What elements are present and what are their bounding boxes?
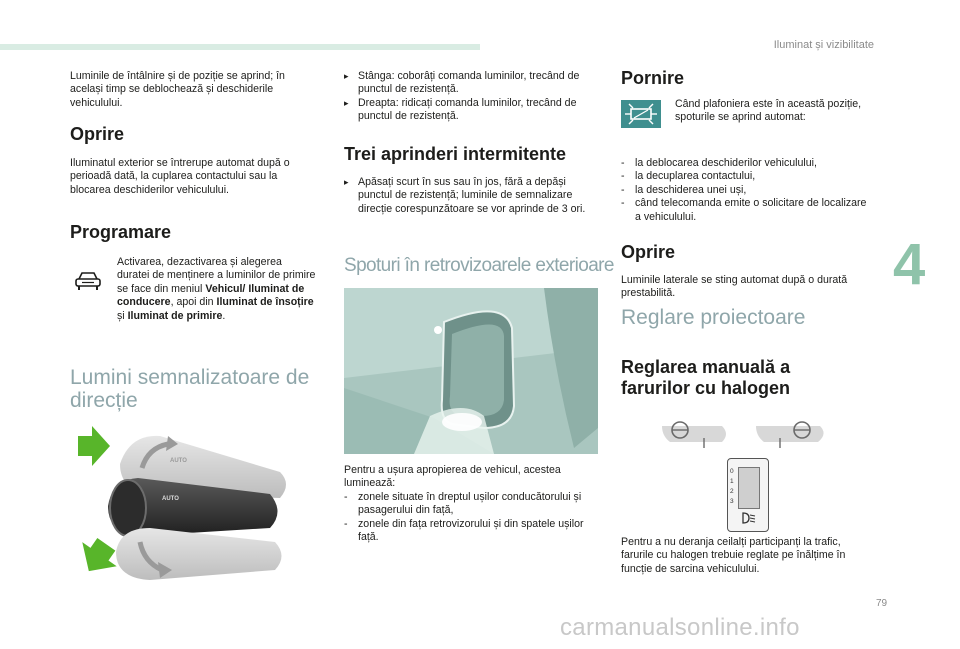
dome-light-icon: [621, 100, 661, 128]
turn-signal-stalk-image: [70, 424, 326, 588]
oprire-heading: Oprire: [70, 124, 125, 144]
list-item: - când telecomanda emite o solicitare de localizare a vehiculului.: [621, 197, 867, 223]
headlamp-dial: [727, 458, 769, 532]
header-bar: [0, 44, 480, 50]
programare-text: Activarea, dezactivarea și alegerea duratei de menținere a luminilor de primire se face din meniul Vehicul/ Iluminat de conducere, apoi din Iluminat de însoțire și Iluminat de primire.: [117, 256, 316, 322]
spoturi-heading: Spoturi în retrovizoarele exterioare: [344, 255, 614, 276]
stalk-label: AUTO: [170, 458, 187, 464]
list-item: ▸ Apăsați scurt în sus sau în jos, fără a depăși punctul de rezistență; luminile de semnalizare direcție corespunzătoare se vor aprinde de 3 ori.: [344, 176, 586, 215]
headlamp-levels-image: [660, 418, 830, 450]
spot-text: Pentru a ușura apropierea de vehicul, acestea luminează: - zonele situate în dreptul ușilor conducătorului și pasagerului din față, - zonele din fața retrovizorului și din spatele ușilor față.: [344, 464, 598, 544]
trei-heading: Trei aprinderi intermitente: [344, 144, 567, 164]
dial-wheel: [738, 467, 760, 509]
reglare-text: Pentru a nu deranja ceilalți participanți la trafic, farurile cu halogen trebuie reglate pe înălțime în funcție de sarcina vehiculului.: [621, 536, 846, 575]
pornire-heading: Pornire: [621, 68, 685, 88]
list-item: - la deblocarea deschiderilor vehiculului,: [621, 157, 817, 169]
reglarea-heading: Reglarea manuală a farurilor cu halogen: [621, 357, 791, 398]
car-icon: [73, 270, 103, 294]
list-item: - la deschiderea unei uși,: [621, 183, 747, 196]
intro-text: Luminile de întâlnire și de poziție se aprind; în același timp se deblochează și deschiderile vehiculului.: [70, 70, 285, 109]
programare-heading: Programare: [70, 222, 172, 242]
direction-bullets: [344, 70, 600, 124]
list-item: - la decuplarea contactului,: [621, 170, 756, 183]
list-item: ▸ Stânga: coborâți comanda luminilor, trecând de punctul de rezistență.: [344, 70, 580, 96]
list-item: ▸ Dreapta: ridicați comanda luminilor, trecând de punctul de rezistență.: [344, 96, 577, 123]
pornire-text: Când plafoniera este în această poziție, spoturile se aprind automat:: [675, 98, 862, 124]
oprire2-text: Luminile laterale se sting automat după o durată prestabilită.: [621, 274, 848, 300]
stalk-label: AUTO: [162, 496, 179, 502]
chapter-number: 4: [893, 232, 926, 297]
watermark[interactable]: carmanualsonline.info: [560, 614, 800, 641]
reglare-heading: Reglare proiectoare: [621, 306, 806, 329]
section-title: Iluminat și vizibilitate: [773, 39, 874, 51]
lumini-heading: Lumini semnalizatoare de direcție: [70, 366, 310, 412]
page-number: 79: [876, 598, 888, 609]
list-item: - zonele din fața retrovizorului și din spatele ușilor față.: [344, 517, 584, 544]
oprire2-heading: Oprire: [621, 242, 676, 262]
trei-bullet: [344, 176, 594, 216]
oprire-text: Iluminatul exterior se întrerupe automat după o perioadă dată, la cuplarea contactului sau la blocarea deschiderilor vehiculului.: [70, 157, 290, 196]
headlamp-icon: [740, 511, 756, 525]
list-item: - zonele situate în dreptul ușilor conducătorului și pasagerului din față,: [344, 490, 582, 517]
dial-labels: 0 1 2 3: [730, 468, 734, 505]
pornire-list: [621, 157, 867, 224]
mirror-spot-image: [344, 288, 598, 454]
